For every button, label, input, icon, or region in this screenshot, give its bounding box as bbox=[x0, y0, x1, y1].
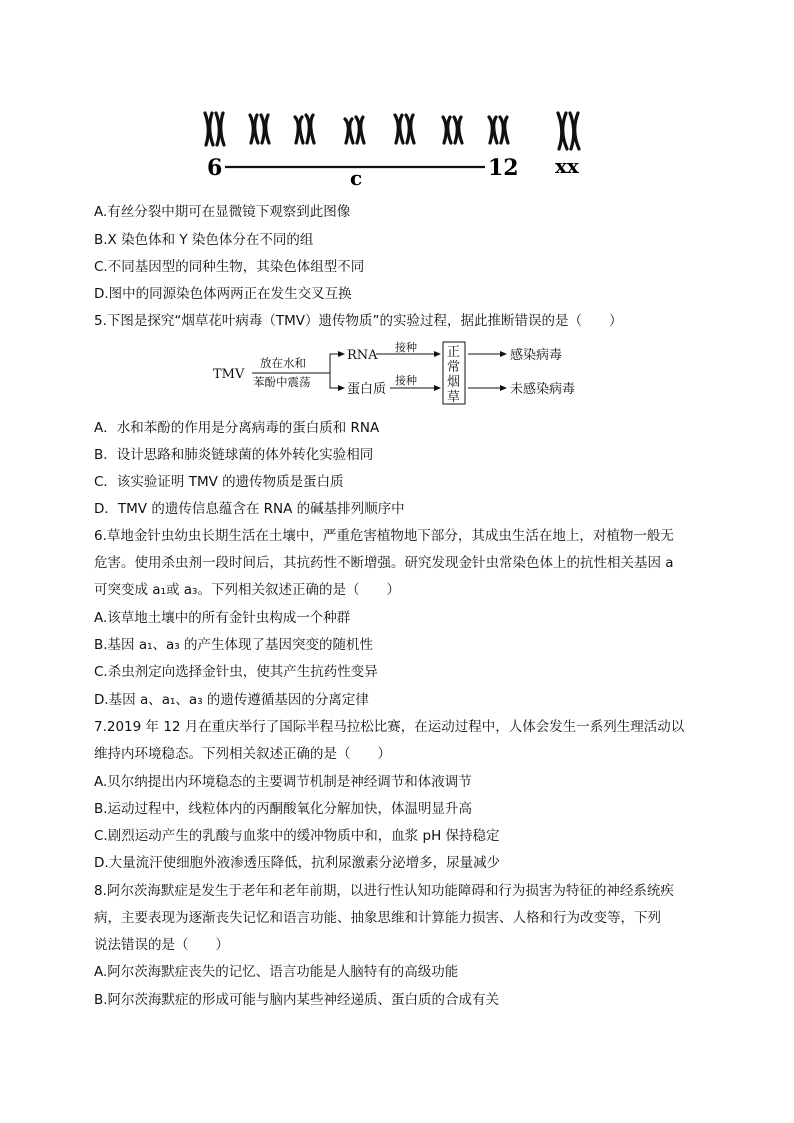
rna-label: RNA bbox=[347, 348, 378, 363]
q8-option-b: B.阿尔茨海默症的形成可能与脑内某些神经递质、蛋白质的合成有关 bbox=[94, 992, 500, 1008]
q6-option-b: B.基因 a₁、a₃ 的产生体现了基因突变的随机性 bbox=[94, 637, 374, 653]
q8-stem-line3: 说法错误的是（ ） bbox=[94, 937, 229, 953]
result-uninfected: 未感染病毒 bbox=[510, 382, 576, 397]
label-6: 6 bbox=[207, 155, 223, 181]
arrow-to-rna bbox=[322, 354, 344, 373]
q7-option-d: D.大量流汗使细胞外液渗透压降低，抗利尿激素分泌增多，尿量减少 bbox=[94, 855, 501, 871]
q6-option-a: A.该草地土壤中的所有金针虫构成一个种群 bbox=[94, 610, 351, 626]
karyotype-figure bbox=[195, 105, 605, 190]
tmv-experiment-diagram bbox=[210, 340, 590, 408]
protein-label: 蛋白质 bbox=[347, 382, 387, 397]
q8-stem-line2: 病，主要表现为逐渐丧失记忆和语言功能、抽象思维和计算能力损害、人格和行为改变等，下列 bbox=[94, 910, 661, 926]
chromosome-group-6-12 bbox=[205, 113, 579, 149]
q6-option-c: C.杀虫剂定向选择金针虫，使其产生抗药性变异 bbox=[94, 664, 378, 680]
box-char-4: 草 bbox=[447, 390, 461, 405]
arrow-to-protein bbox=[330, 373, 344, 388]
q4-option-b: B.X 染色体和 Y 染色体分在不同的组 bbox=[94, 232, 314, 248]
q7-option-a: A.贝尔纳提出内环境稳态的主要调节机制是神经调节和体液调节 bbox=[94, 774, 472, 790]
q5-option-c: C．该实验证明 TMV 的遗传物质是蛋白质 bbox=[94, 474, 344, 490]
label-xx: xx bbox=[555, 154, 579, 178]
q4-option-a: A.有丝分裂中期可在显微镜下观察到此图像 bbox=[94, 204, 351, 220]
q6-stem-line3: 可突变成 a₁或 a₃。下列相关叙述正确的是（ ） bbox=[94, 582, 400, 598]
q8-stem-line1: 8.阿尔茨海默症是发生于老年和老年前期，以进行性认知功能障碍和行为损害为特征的神经系统疾 bbox=[94, 883, 674, 899]
q4-option-d: D.图中的同源染色体两两正在发生交叉互换 bbox=[94, 286, 352, 302]
treatment-line1: 放在水和 bbox=[260, 356, 306, 370]
chromosome-pair-9 bbox=[345, 117, 364, 143]
label-c: c bbox=[350, 166, 363, 190]
q8-option-a: A.阿尔茨海默症丧失的记忆、语言功能是人脑特有的高级功能 bbox=[94, 964, 459, 980]
q7-option-c: C.剧烈运动产生的乳酸与血浆中的缓冲物质中和，血浆 pH 保持稳定 bbox=[94, 828, 500, 844]
inoculate-bottom: 接种 bbox=[395, 374, 417, 387]
chromosome-pair-x bbox=[558, 113, 579, 149]
inoculate-top: 接种 bbox=[395, 341, 417, 354]
chromosome-pair-10 bbox=[395, 115, 414, 143]
q6-stem-line1: 6.草地金针虫幼虫长期生活在土壤中，严重危害植物地下部分，其成虫生活在地上，对植物一般无 bbox=[94, 528, 674, 544]
chromosome-pair-6 bbox=[205, 113, 224, 145]
q5-option-a: A．水和苯酚的作用是分离病毒的蛋白质和 RNA bbox=[94, 420, 380, 436]
q7-option-b: B.运动过程中，线粒体内的丙酮酸氧化分解加快，体温明显升高 bbox=[94, 801, 473, 817]
q5-stem: 5.下图是探究“烟草花叶病毒（TMV）遗传物质”的实验过程，据此推断错误的是（ ） bbox=[94, 313, 623, 329]
q5-option-d: D．TMV 的遗传信息蕴含在 RNA 的碱基排列顺序中 bbox=[94, 501, 405, 517]
q4-option-c: C.不同基因型的同种生物，其染色体组型不同 bbox=[94, 259, 365, 275]
label-12: 12 bbox=[488, 155, 519, 181]
chromosome-pair-11 bbox=[443, 117, 462, 143]
q6-stem-line2: 危害。使用杀虫剂一段时间后，其抗药性不断增强。研究发现金针虫常染色体上的抗性相关基因 a bbox=[94, 555, 674, 571]
q5-option-b: B．设计思路和肺炎链球菌的体外转化实验相同 bbox=[94, 447, 374, 463]
chromosome-pair-8 bbox=[295, 115, 314, 143]
result-infected: 感染病毒 bbox=[510, 348, 563, 363]
treatment-line2: 苯酚中震荡 bbox=[253, 375, 311, 389]
q6-option-d: D.基因 a、a₁、a₃ 的遗传遵循基因的分离定律 bbox=[94, 692, 369, 708]
tmv-label: TMV bbox=[213, 367, 245, 382]
box-char-1: 正 bbox=[447, 345, 461, 360]
chromosome-pair-7 bbox=[250, 115, 269, 143]
chromosome-pair-12 bbox=[489, 117, 508, 143]
q7-stem-line2: 维持内环境稳态。下列相关叙述正确的是（ ） bbox=[94, 746, 391, 762]
box-char-3: 烟 bbox=[447, 375, 461, 390]
q7-stem-line1: 7.2019 年 12 月在重庆举行了国际半程马拉松比赛，在运动过程中，人体会发生一系列生理活动以 bbox=[94, 719, 685, 735]
box-char-2: 常 bbox=[447, 360, 461, 375]
